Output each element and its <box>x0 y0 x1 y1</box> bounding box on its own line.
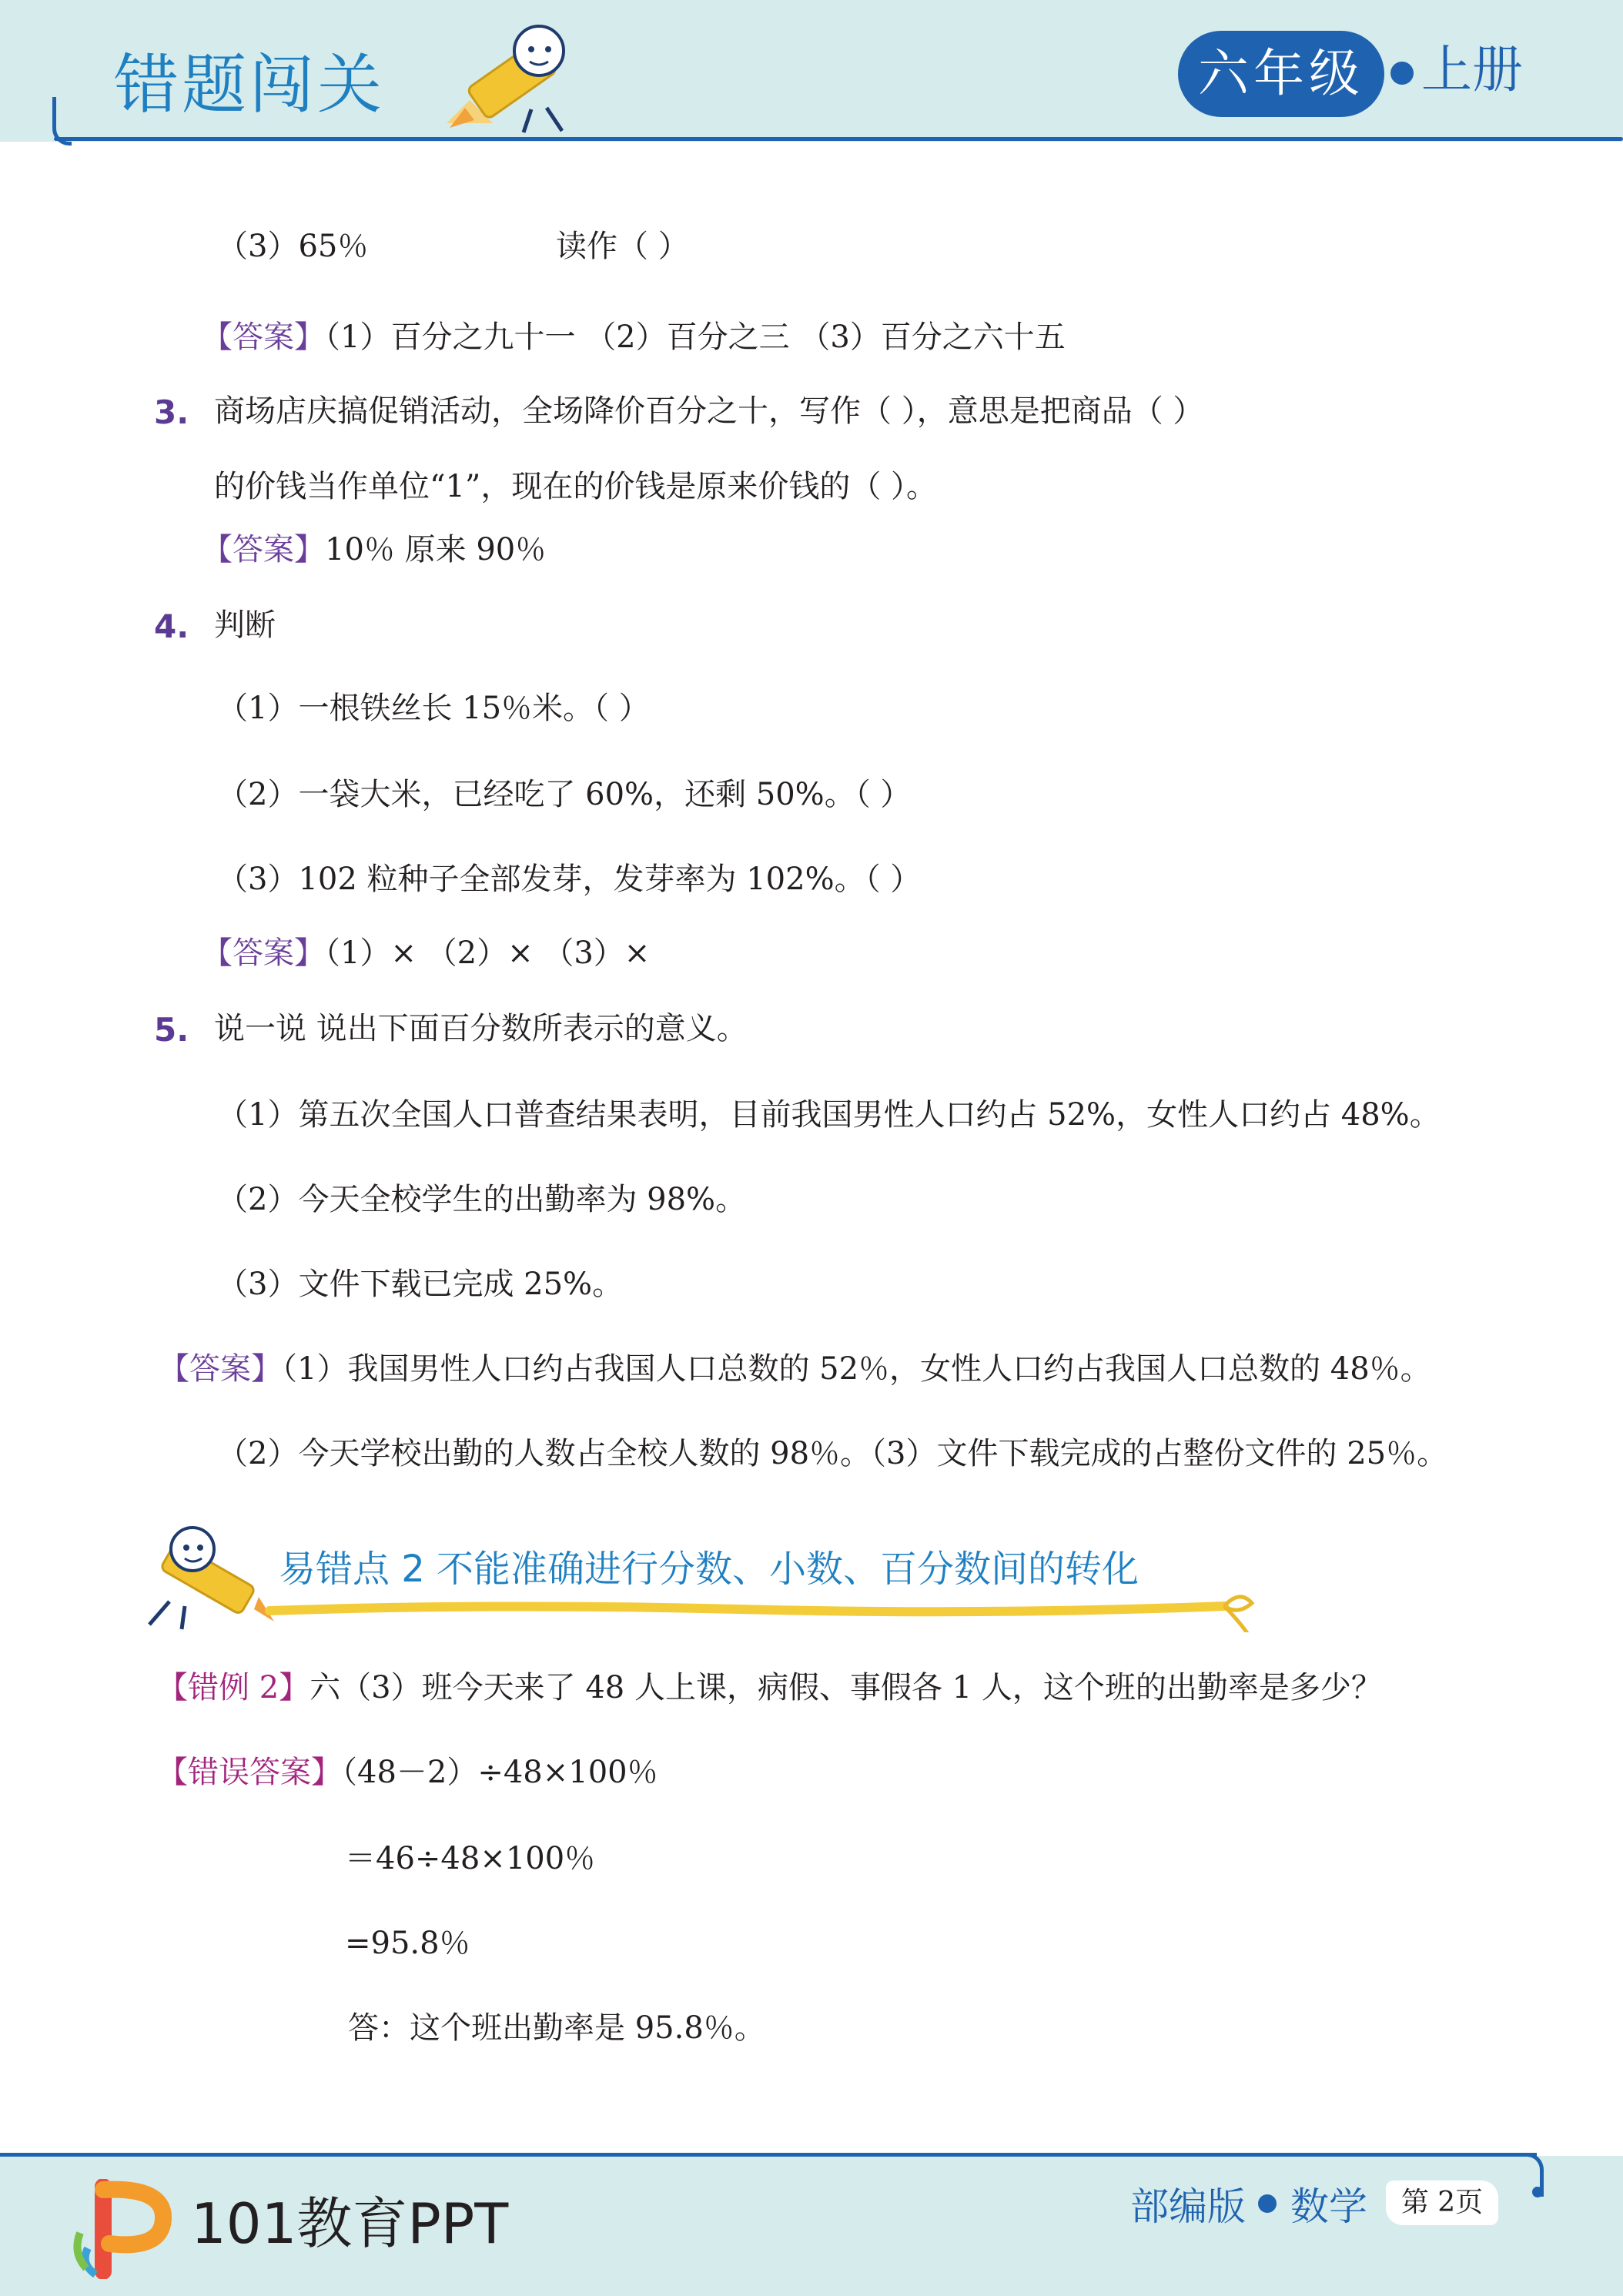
volume-label: 上册 <box>1421 40 1523 99</box>
section-title: 易错点 2 不能准确进行分数、小数、百分数间的转化 <box>279 1548 1139 1591</box>
answer-label: 【答案】 <box>202 320 325 355</box>
q4-item1: （1）一根铁丝长 15％米。（ ） <box>217 691 650 726</box>
question-number-3: 3. <box>154 393 189 431</box>
q3-line1: 商场店庆搞促销活动，全场降价百分之十，写作（ ），意思是把商品（ ） <box>214 393 1204 429</box>
q2-item3-read: 读作（ ） <box>556 229 689 264</box>
pencil-mascot-icon <box>439 15 593 139</box>
answer-text: 10％ 原来 90％ <box>325 532 547 567</box>
header-dot <box>1390 62 1414 85</box>
answer-label: 【答案】 <box>159 1351 282 1387</box>
logo-icon <box>72 2179 180 2279</box>
q2-item3: （3）65％ <box>217 229 369 264</box>
q5-item3: （3）文件下载已完成 25%。 <box>217 1267 624 1302</box>
wrong-answer-line3: =95.8％ <box>345 1926 470 1961</box>
footer-end-dot <box>1532 2187 1543 2197</box>
footer-rule <box>0 2153 1537 2157</box>
subject-label: 数学 <box>1290 2184 1367 2229</box>
wrong-answer-label: 【错误答案】 <box>157 1755 342 1790</box>
edition-label: 部编版 <box>1130 2184 1246 2229</box>
q4-answer <box>202 932 650 975</box>
wrong-answer-line2: ＝46÷48×100％ <box>345 1841 596 1876</box>
wrong-answer-text: （48－2）÷48×100％ <box>342 1755 658 1790</box>
answer-label: 【答案】 <box>202 935 325 971</box>
q5-item2: （2）今天全校学生的出勤率为 98%。 <box>217 1182 747 1217</box>
question-number-5: 5. <box>154 1011 189 1049</box>
q5-answer-line2: （2）今天学校出勤的人数占全校人数的 98％。（3）文件下载完成的占整份文件的 25％。 <box>217 1436 1448 1471</box>
q4-item3: （3）102 粒种子全部发芽，发芽率为 102%。（ ） <box>217 862 922 897</box>
footer-dot <box>1258 2194 1277 2213</box>
q5-answer-line1 <box>159 1347 1431 1391</box>
q5-title: 说一说 说出下面百分数所表示的意义。 <box>214 1011 748 1046</box>
q2-answer <box>202 316 1066 359</box>
answer-text: （1）× （2）× （3）× <box>325 935 651 971</box>
header-rule <box>54 137 1623 141</box>
error-example-label: 【错例 2】 <box>157 1670 310 1705</box>
brand-title: 错题闯关 <box>114 47 386 122</box>
wrong-answer-line1 <box>157 1751 658 1794</box>
error-example-text: 六（3）班今天来了 48 人上课，病假、事假各 1 人，这个班的出勤率是多少？ <box>310 1670 1382 1705</box>
q4-title: 判断 <box>214 607 276 643</box>
answer-label: 【答案】 <box>202 532 325 567</box>
q3-line2: 的价钱当作单位“1”，现在的价钱是原来价钱的（ ）。 <box>214 469 938 504</box>
grade-badge: 六年级 <box>1178 31 1384 117</box>
wrong-answer-line4: 答：这个班出勤率是 95.8％。 <box>348 2010 765 2046</box>
answer-text: （1）百分之九十一 （2）百分之三 （3）百分之六十五 <box>325 320 1066 355</box>
logo-text: 101教育PPT <box>191 2191 509 2256</box>
page-number: 第 2页 <box>1386 2181 1498 2225</box>
q3-answer <box>202 528 546 571</box>
question-number-4: 4. <box>154 607 189 645</box>
error-example <box>157 1666 1382 1709</box>
answer-text: （1）我国男性人口约占我国人口总数的 52％，女性人口约占我国人口总数的 48％。 <box>282 1351 1431 1387</box>
q5-item1: （1）第五次全国人口普查结果表明，目前我国男性人口约占 52%，女性人口约占 48%。 <box>217 1097 1441 1133</box>
q4-item2: （2）一袋大米，已经吃了 60%，还剩 50%。（ ） <box>217 777 912 812</box>
